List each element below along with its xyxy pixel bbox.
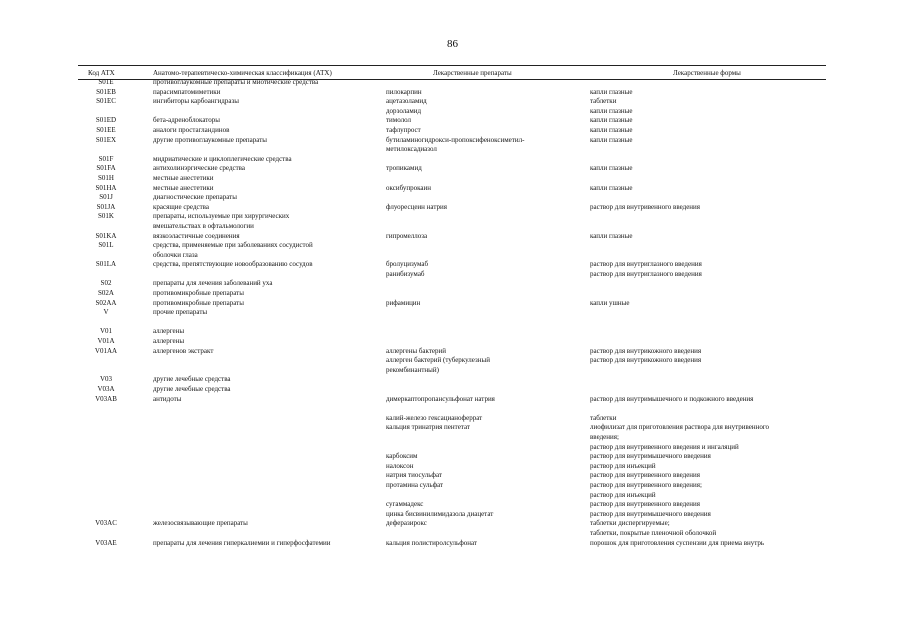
- cell-classification: другие противоглаукомные препараты: [153, 135, 267, 144]
- table-row: [78, 337, 838, 347]
- cell-classification: оболочки глаза: [153, 250, 198, 259]
- cell-drug: ранибизумаб: [386, 269, 425, 278]
- cell-classification: красящие средства: [153, 202, 209, 211]
- cell-code: S02: [100, 279, 112, 288]
- cell-code: S01KA: [95, 231, 117, 240]
- cell-classification: противоглаукомные препараты и миотические средства: [153, 78, 319, 86]
- cell-drug: бутиламиногидрокси-пропоксифеноксиметил-: [386, 135, 525, 144]
- cell-code: S01E: [98, 78, 114, 86]
- table-row: [78, 356, 838, 366]
- table-row: [78, 136, 838, 146]
- table-row: [78, 404, 838, 414]
- table-row: [78, 88, 838, 98]
- cell-code: S01LA: [95, 260, 117, 269]
- cell-code: V: [103, 308, 109, 317]
- header-classification: Анатомо-терапевтическо-химическая классификация (АТХ): [153, 69, 332, 77]
- cell-drug: тафлупрост: [386, 125, 421, 134]
- page-number: 86: [447, 38, 458, 50]
- cell-form: таблетки диспергируемые;: [590, 519, 670, 528]
- table-row: [78, 414, 838, 424]
- cell-form: введения;: [590, 432, 619, 441]
- cell-drug: дорзоламид: [386, 106, 422, 115]
- cell-code: V03AE: [95, 538, 117, 547]
- table-row: [78, 462, 838, 472]
- cell-drug: бролуцизумаб: [386, 260, 429, 269]
- table-row: [78, 366, 838, 376]
- cell-code: S01H: [98, 173, 114, 182]
- cell-drug: пилокарпин: [386, 87, 422, 96]
- table-row: [78, 116, 838, 126]
- cell-classification: противомикробные препараты: [153, 289, 244, 298]
- table-row: [78, 500, 838, 510]
- cell-form: капли глазные: [590, 116, 633, 125]
- table-row: [78, 279, 838, 289]
- cell-code: V01: [99, 327, 113, 336]
- cell-classification: средства, применяемые при заболеваниях сосудистой: [153, 241, 313, 250]
- cell-classification: вязкоэластичные соединения: [153, 231, 240, 240]
- table-row: [78, 222, 838, 232]
- cell-code: V03A: [97, 385, 115, 393]
- table-row: [78, 145, 838, 155]
- cell-drug: метилоксадиазол: [386, 145, 437, 154]
- cell-form: раствор для внутривенного введения: [590, 471, 701, 480]
- table-row: [78, 510, 838, 520]
- cell-classification: другие лечебные средства: [153, 385, 231, 393]
- table-row: [78, 385, 838, 395]
- cell-classification: препараты для лечения заболеваний уха: [153, 279, 273, 288]
- cell-drug: аллерген бактерий (туберкулезный: [386, 356, 490, 365]
- cell-classification: антидоты: [153, 394, 182, 403]
- cell-classification: мидриатические и циклоплегические средства: [153, 154, 292, 163]
- cell-code: S01EC: [96, 97, 116, 106]
- cell-form: раствор для инъекций: [590, 461, 656, 470]
- table-row: [78, 318, 838, 328]
- cell-code: V01AA: [94, 346, 118, 355]
- cell-drug: кальция полистиролсульфонат: [386, 538, 477, 547]
- cell-form: таблетки: [590, 413, 617, 422]
- table-row: [78, 203, 838, 213]
- cell-code: S02A: [98, 289, 114, 298]
- cell-drug: тимолол: [386, 116, 412, 125]
- cell-form: раствор для внутривенного введения: [590, 202, 701, 211]
- cell-classification: вмешательствах в офтальмологии: [153, 221, 254, 230]
- cell-form: раствор для внутривенного введения;: [590, 480, 702, 489]
- table-row: [78, 270, 838, 280]
- table-row: [78, 260, 838, 270]
- cell-form: раствор для внутрикожного введения: [590, 356, 702, 365]
- cell-classification: аллергены: [153, 327, 185, 336]
- table-row: [78, 443, 838, 453]
- cell-drug: налоксон: [386, 461, 414, 470]
- cell-drug: натрия тиосульфат: [386, 471, 442, 480]
- cell-drug: цинка бисвинилимидазола диацетат: [386, 509, 494, 518]
- cell-classification: другие лечебные средства: [153, 375, 231, 384]
- cell-code: V03: [99, 375, 113, 384]
- table-row: [78, 491, 838, 501]
- table-row: [78, 308, 838, 318]
- cell-form: капли глазные: [590, 125, 633, 134]
- cell-classification: диагностические препараты: [153, 193, 237, 202]
- cell-form: раствор для внутривенного введения и ингаляций: [590, 442, 739, 451]
- cell-classification: средства, препятствующие новообразованию сосудов: [153, 260, 313, 269]
- cell-drug: флуоресцеин натрия: [386, 202, 447, 211]
- header-code: Код АТХ: [88, 69, 115, 77]
- table-row: [78, 519, 838, 529]
- cell-code: V01A: [97, 337, 115, 346]
- header-forms: Лекарственные формы: [673, 69, 741, 77]
- cell-code: S01EE: [96, 125, 116, 134]
- table-row: [78, 193, 838, 203]
- table-row: [78, 126, 838, 136]
- cell-form: капли глазные: [590, 183, 633, 192]
- cell-drug: протамина сульфат: [386, 480, 444, 489]
- cell-code: V03AB: [95, 394, 117, 403]
- cell-drug: тропикамид: [386, 164, 422, 173]
- table-row: [78, 539, 838, 549]
- table-row: [78, 97, 838, 107]
- table-row: [78, 212, 838, 222]
- cell-classification: противомикробные препараты: [153, 298, 244, 307]
- cell-code: S01K: [98, 212, 114, 221]
- table-row: [78, 164, 838, 174]
- cell-form: раствор для внутривенного введения: [590, 500, 701, 509]
- cell-code: S01F: [98, 154, 114, 163]
- cell-drug: деферазирокс: [386, 519, 427, 528]
- cell-drug: оксибупрокаин: [386, 183, 432, 192]
- cell-form: таблетки: [590, 97, 617, 106]
- cell-form: капли глазные: [590, 87, 633, 96]
- table-row: [78, 375, 838, 385]
- cell-drug: калий-железо гексацианоферрат: [386, 413, 483, 422]
- cell-form: капли ушные: [590, 298, 630, 307]
- cell-classification: аллергенов экстракт: [153, 346, 214, 355]
- cell-form: порошок для приготовления суспензии для приема внутрь: [590, 538, 765, 547]
- cell-classification: аналоги простагландинов: [153, 125, 230, 134]
- cell-form: раствор для внутриглазного введения: [590, 269, 702, 278]
- cell-form: капли глазные: [590, 164, 633, 173]
- cell-drug: ацетазоламид: [386, 97, 427, 106]
- table-row: [78, 232, 838, 242]
- cell-classification: антихолинэргические средства: [153, 164, 245, 173]
- table-row: [78, 251, 838, 261]
- table-row: [78, 174, 838, 184]
- table-row: [78, 289, 838, 299]
- cell-drug: гипромеллоза: [386, 231, 428, 240]
- table-row: [78, 347, 838, 357]
- cell-classification: препараты для лечения гиперкалиемии и гиперфосфатемии: [153, 538, 331, 547]
- table-body: [78, 78, 838, 548]
- header-drugs: Лекарственные препараты: [433, 69, 512, 77]
- cell-code: S01FA: [96, 164, 116, 173]
- cell-form: раствор для внутриглазного введения: [590, 260, 702, 269]
- table-row: [78, 452, 838, 462]
- cell-classification: препараты, используемые при хирургических: [153, 212, 290, 221]
- cell-classification: местные анестетики: [153, 183, 214, 192]
- cell-classification: аллергены: [153, 337, 185, 346]
- cell-form: раствор для инъекций: [590, 490, 656, 499]
- cell-classification: местные анестетики: [153, 173, 214, 182]
- cell-drug: карбоксим: [386, 452, 418, 461]
- cell-classification: парасимпатомиметики: [153, 87, 221, 96]
- table-row: [78, 481, 838, 491]
- cell-drug: рекомбинантный): [386, 365, 439, 374]
- cell-code: S01JA: [96, 202, 116, 211]
- cell-drug: кальция тринатрия пентетат: [386, 423, 470, 432]
- cell-code: S01HA: [95, 183, 117, 192]
- cell-code: S02AA: [95, 298, 117, 307]
- cell-form: раствор для внутрикожного введения: [590, 346, 702, 355]
- cell-classification: железосвязывающие препараты: [153, 519, 248, 528]
- cell-drug: рифамицин: [386, 298, 421, 307]
- cell-drug: димеркаптопропансульфонат натрия: [386, 394, 495, 403]
- table-row: [78, 395, 838, 405]
- cell-form: капли глазные: [590, 231, 633, 240]
- cell-code: S01ED: [95, 116, 117, 125]
- cell-form: раствор для внутримышечного и подкожного введения: [590, 394, 754, 403]
- table-row: [78, 155, 838, 165]
- cell-code: S01EX: [95, 135, 117, 144]
- cell-drug: сугаммадекс: [386, 500, 424, 509]
- cell-classification: ингибиторы карбоангидразы: [153, 97, 239, 106]
- cell-code: V03AC: [95, 519, 117, 528]
- cell-code: S01EB: [96, 87, 116, 96]
- cell-form: раствор для внутримышечного введения: [590, 509, 711, 518]
- cell-classification: бета-адреноблокаторы: [153, 116, 220, 125]
- cell-drug: аллергены бактерий: [386, 346, 446, 355]
- cell-form: таблетки, покрытые пленочной оболочкой: [590, 528, 717, 537]
- table-row: [78, 471, 838, 481]
- table-row: [78, 327, 838, 337]
- cell-form: раствор для внутримышечного введения: [590, 452, 711, 461]
- table-row: [78, 433, 838, 443]
- cell-code: S01L: [98, 241, 114, 250]
- table-row: [78, 107, 838, 117]
- cell-code: S01J: [99, 193, 113, 202]
- cell-form: капли глазные: [590, 135, 633, 144]
- cell-classification: прочие препараты: [153, 308, 208, 317]
- table-row: [78, 78, 838, 88]
- cell-form: лиофилизат для приготовления раствора для внутривенного: [590, 423, 770, 432]
- table-row: [78, 529, 838, 539]
- cell-form: капли глазные: [590, 106, 633, 115]
- table-row: [78, 423, 838, 433]
- table-row: [78, 299, 838, 309]
- table-row: [78, 241, 838, 251]
- table-row: [78, 184, 838, 194]
